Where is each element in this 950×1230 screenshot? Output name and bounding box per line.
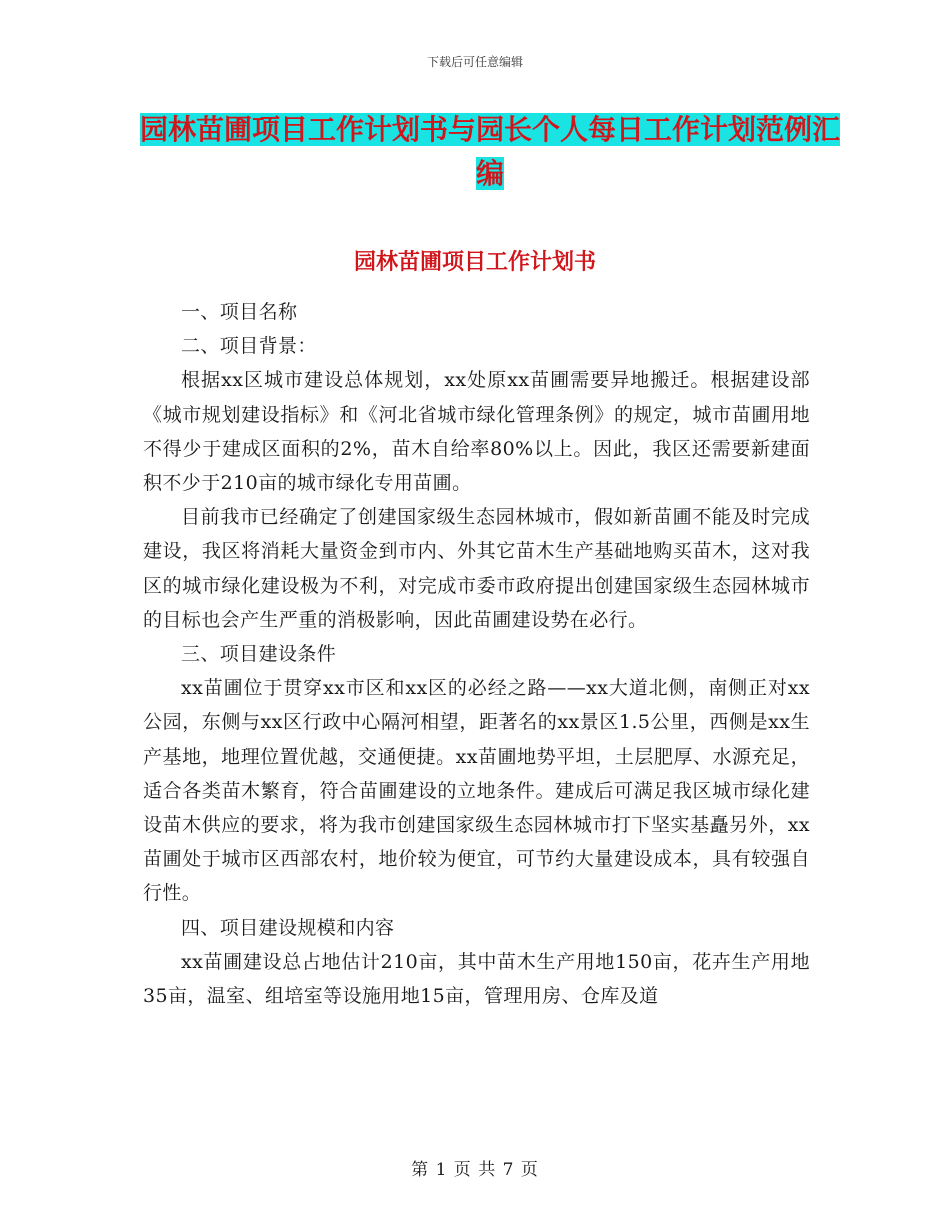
section-title: 园林苗圃项目工作计划书 [353, 250, 596, 275]
page-footer: 第 1 页 共 7 页 [411, 1160, 539, 1180]
paragraph-conditions: xx苗圃位于贯穿xx市区和xx区的必经之路——xx大道北侧，南侧正对xx公园，东侧与xx区行政中心隔河相望，距著名的xx景区1.5公里，西侧是xx生产基地，地理位置优越，交通便捷。xx苗圃地势平坦，土层肥厚、水源充足，适合各类苗木繁育，符合苗圃建设的立地条件。建成后可满足我区城市绿化建设苗木供应的要求，将为我市创建国家级生态园林城市打下坚实基矗另外，xx苗圃处于城市区西部农村，地价较为便宜，可节约大量建设成本，具有较强自行性。 [143, 677, 810, 905]
paragraph-background-heading: 二、项目背景： [181, 335, 317, 358]
paragraph-scale-heading: 四、项目建设规模和内容 [181, 916, 395, 939]
paragraph-project-name: 一、项目名称 [181, 301, 298, 323]
document-title [140, 108, 840, 196]
paragraph-background-1: 根据xx区城市建设总体规划，xx处原xx苗圃需要异地搬迁。根据建设部《城市规划建设指标》和《河北省城市绿化管理条例》的规定，城市苗圃用地不得少于建成区面积的2%，苗木自给率80%以上。因此，我区还需要新建面积不少于210亩的城市绿化专用苗圃。 [143, 369, 810, 495]
document-title-text: 园林苗圃项目工作计划书与园长个人每日工作计划范例汇编 [140, 113, 841, 190]
paragraph-background-2: 目前我市已经确定了创建国家级生态园林城市，假如新苗圃不能及时完成建设，我区将消耗大量资金到市内、外其它苗木生产基础地购买苗木，这对我区的城市绿化建设极为不利，对完成市委市政府提出创建国家级生态园林城市的目标也会产生严重的消极影响，因此苗圃建设势在必行。 [143, 506, 810, 631]
header-note: 下载后可任意编辑 [426, 55, 523, 69]
paragraph-conditions-heading: 三、项目建设条件 [181, 643, 337, 666]
paragraph-scale: xx苗圃建设总占地估计210亩，其中苗木生产用地150亩，花卉生产用地35亩，温室、组培室等设施用地15亩，管理用房、仓库及道 [143, 950, 810, 1008]
body-text [143, 295, 810, 1013]
